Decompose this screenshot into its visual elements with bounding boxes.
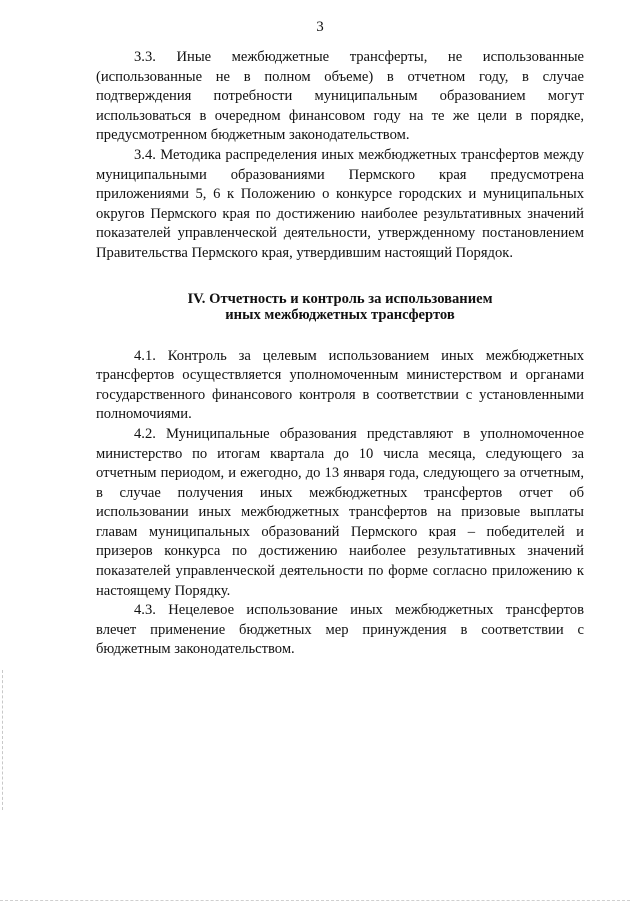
scan-edge-mark-bottom <box>0 900 630 903</box>
scan-edge-mark-left <box>2 670 5 810</box>
paragraph-4-1: 4.1. Контроль за целевым использованием иных межбюджетных трансфертов осуществляется уполномоченным министерством и органами государственного финансового контроля в соответствии с установленными полномочиями. <box>96 347 584 423</box>
paragraph-4-2: 4.2. Муниципальные образования представляют в уполномоченное министерство по итогам квартала до 10 числа месяца, следующего за отчетным периодом, и ежегодно, до 13 января года, следующего за отчетным, в случае получения иных межбюджетных трансфертов отчет об использовании иных межбюджетных трансфертов на призовые выплаты главам муниципальных образований Пермского края – победителей и призеров конкурса по достижению наиболее результативных значений показателей управленческой деятельности по форме согласно приложению к настоящему Порядку. <box>96 425 584 599</box>
paragraph-4-3: 4.3. Нецелевое использование иных межбюджетных трансфертов влечет применение бюджетных мер принуждения в соответствии с бюджетным законодательством. <box>96 602 584 658</box>
document-body <box>96 48 584 660</box>
paragraph-3-3: 3.3. Иные межбюджетные трансферты, не использованные (использованные не в полном объеме) в отчетном году, в случае подтверждения потребности муниципальным образованием могут использоваться в очередном финансовом году на те же цели в порядке, предусмотренном бюджетным законодательством. <box>96 49 584 144</box>
paragraph-3-4: 3.4. Методика распределения иных межбюджетных трансфертов между муниципальными образованиями Пермского края предусмотрена приложениями 5, 6 к Положению о конкурсе городских и муниципальных округов Пермского края по достижению наиболее результативных значений показателей управленческой деятельности, утвержденному постановлением Правительства Пермского края, утвердившим настоящий Порядок. <box>96 146 584 261</box>
section-heading-line-1: IV. Отчетность и контроль за использованием <box>187 290 493 307</box>
page-number: 3 <box>316 19 324 35</box>
section-heading <box>96 291 584 323</box>
section-heading-line-2: иных межбюджетных трансфертов <box>225 306 455 323</box>
